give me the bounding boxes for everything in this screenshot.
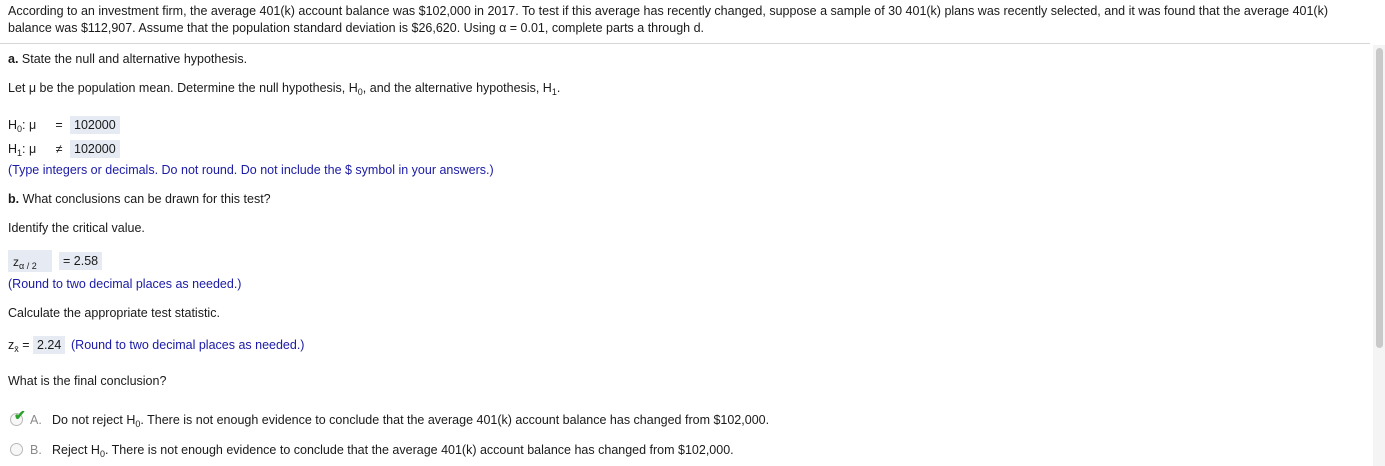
part-b-heading: [8, 192, 271, 206]
h1-mu: : μ: [22, 142, 37, 156]
option-a-post: . There is not enough evidence to conclude that the average 401(k) account balance has changed from $102,000.: [140, 413, 770, 427]
option-a-pre: Do not reject H: [52, 413, 136, 427]
instruction-sub-1: 1: [551, 87, 557, 97]
option-a-sub: 0: [135, 419, 141, 429]
problem-statement: [8, 3, 1368, 36]
h1-h: H: [8, 142, 18, 156]
problem-text-line2: balance was $112,907. Assume that the population standard deviation is $26,620. Using α = 0.01, complete parts a through d.: [8, 20, 704, 35]
test-statistic-row: [8, 338, 30, 352]
alt-hypothesis-row: [8, 140, 138, 158]
part-a-title: State the null and alternative hypothesis.: [18, 52, 248, 66]
zx-letter: z: [8, 338, 15, 352]
z-subscript: α / 2: [19, 261, 37, 271]
option-a-text: [52, 413, 769, 427]
test-statistic-hint: (Round to two decimal places as needed.): [71, 338, 305, 352]
option-b-text: [52, 443, 734, 457]
option-b-sub: 0: [99, 449, 105, 459]
part-a-instruction: [8, 81, 560, 95]
critical-value-input[interactable]: = 2.58: [59, 252, 102, 270]
conclusion-prompt: What is the final conclusion?: [8, 374, 167, 388]
h0-mu: : μ: [22, 118, 37, 132]
critical-value-hint: (Round to two decimal places as needed.): [8, 277, 242, 291]
option-b-letter: B.: [30, 443, 42, 457]
part-a-heading: [8, 52, 247, 66]
option-b-pre: Reject H: [52, 443, 100, 457]
h1-label: [8, 142, 36, 156]
instruction-text-end: .: [556, 81, 561, 95]
h1-operator[interactable]: ≠: [55, 142, 63, 156]
h0-sub: 0: [17, 124, 23, 134]
h0-value-input[interactable]: 102000: [70, 116, 120, 134]
option-b-radio[interactable]: [10, 443, 23, 456]
null-hypothesis-row: [8, 116, 138, 134]
h0-operator[interactable]: =: [55, 118, 63, 132]
option-b-post: . There is not enough evidence to conclude that the average 401(k) account balance has changed from $102,000.: [104, 443, 734, 457]
test-statistic-prompt: Calculate the appropriate test statistic.: [8, 306, 220, 320]
instruction-text-mid: , and the alternative hypothesis, H: [362, 81, 552, 95]
part-a-letter: a.: [8, 52, 19, 66]
check-icon: ✔: [14, 407, 26, 423]
problem-text-line1: According to an investment firm, the average 401(k) account balance was $102,000 in 2017. To test if this average has recently changed, suppose a sample of 30 401(k) plans was recently selected, and it was found that the average 401(k): [8, 4, 1328, 18]
divider: [0, 43, 1370, 44]
zx-subscript: x̄: [14, 344, 19, 354]
part-b-letter: b.: [8, 192, 20, 206]
instruction-sub-0: 0: [357, 87, 363, 97]
part-b-title: What conclusions can be drawn for this test?: [19, 192, 271, 206]
scrollbar-thumb[interactable]: [1376, 48, 1383, 348]
h0-label: [8, 118, 36, 132]
option-a-letter: A.: [30, 413, 42, 427]
h1-value-input[interactable]: 102000: [70, 140, 120, 158]
part-a-hint: (Type integers or decimals. Do not round. Do not include the $ symbol in your answers.): [8, 163, 494, 177]
critical-value-prompt: Identify the critical value.: [8, 221, 145, 235]
instruction-text: Let μ be the population mean. Determine the null hypothesis, H: [8, 81, 358, 95]
test-statistic-input[interactable]: 2.24: [33, 336, 65, 354]
critical-value-symbol: [13, 255, 37, 269]
h0-h: H: [8, 118, 18, 132]
z-letter: z: [13, 255, 19, 269]
h1-sub: 1: [17, 148, 23, 158]
zx-equals: =: [22, 338, 30, 352]
